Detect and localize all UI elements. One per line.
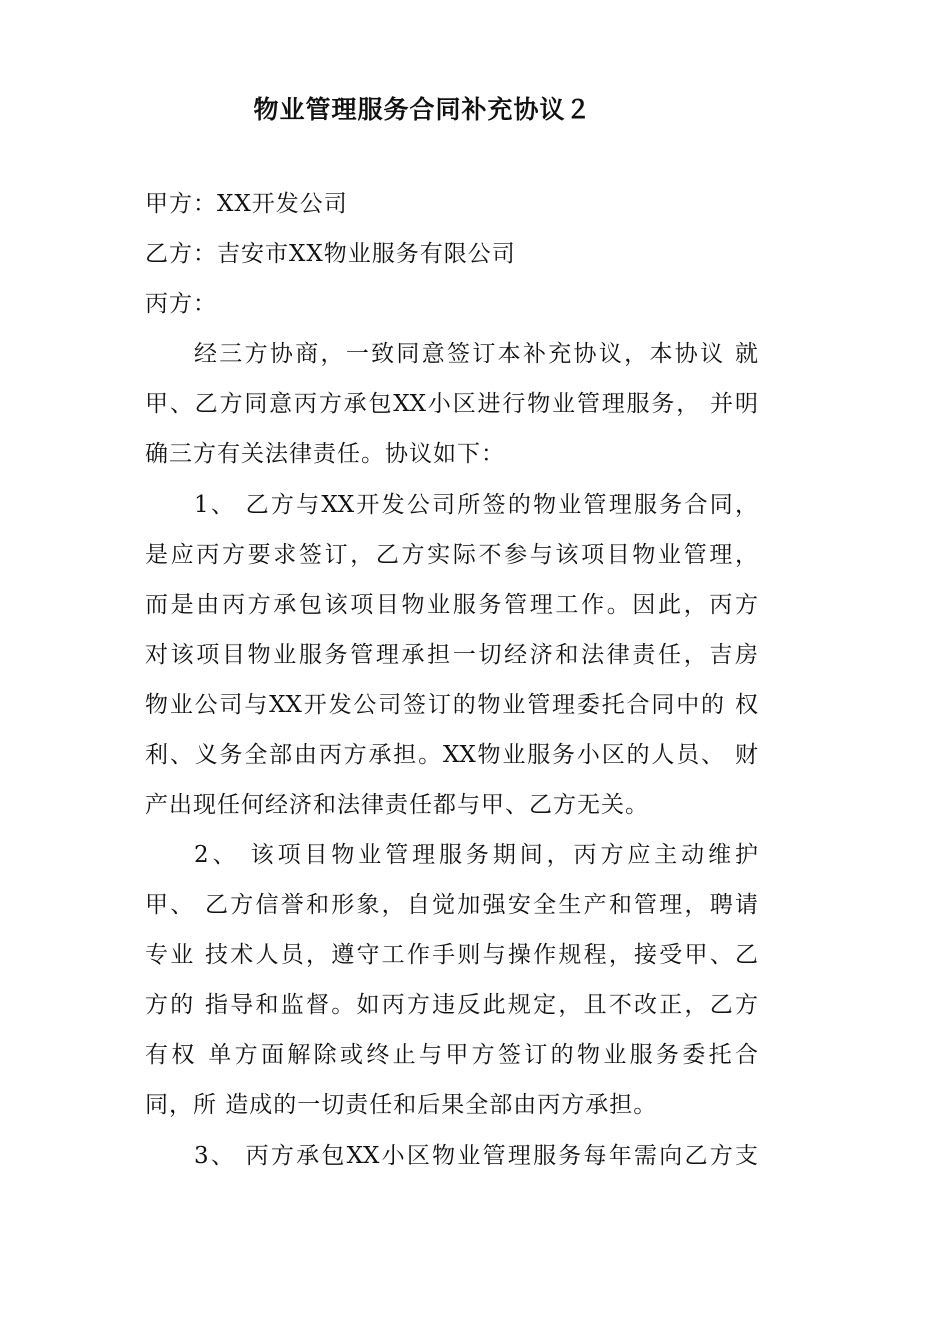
party-c-line: 丙方： [145,291,217,317]
clause-1-line-3: 而是由丙方承包该项目物业服务管理工作。因此，丙方 [145,592,758,618]
clause-2-line-3: 专业 技术人员，遵守工作手则与操作规程，接受甲、乙 [145,942,758,968]
clause-1-line-1: 1、 乙方与XX开发公司所签的物业管理服务合同， [194,492,758,518]
clause-1-line-7: 产出现任何经济和法律责任都与甲、乙方无关。 [145,792,649,818]
intro-line-3: 确三方有关法律责任。协议如下： [145,441,505,467]
clause-2-line-1: 2、 该项目物业管理服务期间，丙方应主动维护 [194,842,758,868]
party-b-line: 乙方：吉安市XX物业服务有限公司 [145,241,516,267]
clause-2-line-5: 有权 单方面解除或终止与甲方签订的物业服务委托合 [145,1042,758,1068]
clause-1-line-6: 利、义务全部由丙方承担。XX物业服务小区的人员、 财 [145,742,758,768]
clause-2-line-2: 甲、 乙方信誉和形象，自觉加强安全生产和管理，聘请 [145,892,758,918]
clause-2-line-6: 同，所 造成的一切责任和后果全部由丙方承担。 [145,1092,658,1118]
clause-1-line-4: 对该项目物业服务管理承担一切经济和法律责任，吉房 [145,642,758,668]
clause-1-line-2: 是应丙方要求签订，乙方实际不参与该项目物业管理， [145,542,758,568]
clause-2-line-4: 方的 指导和监督。如丙方违反此规定，且不改正，乙方 [145,992,758,1018]
intro-line-1: 经三方协商，一致同意签订本补充协议，本协议 就 [194,341,758,367]
document-title: 物业管理服务合同补充协议２ [253,95,592,124]
intro-line-2: 甲、乙方同意丙方承包XX小区进行物业管理服务， 并明 [145,391,758,417]
clause-1-line-5: 物业公司与XX开发公司签订的物业管理委托合同中的 权 [145,692,758,718]
clause-3-line-1: 3、 丙方承包XX小区物业管理服务每年需向乙方支 [194,1143,758,1169]
party-a-line: 甲方：XX开发公司 [145,191,348,217]
